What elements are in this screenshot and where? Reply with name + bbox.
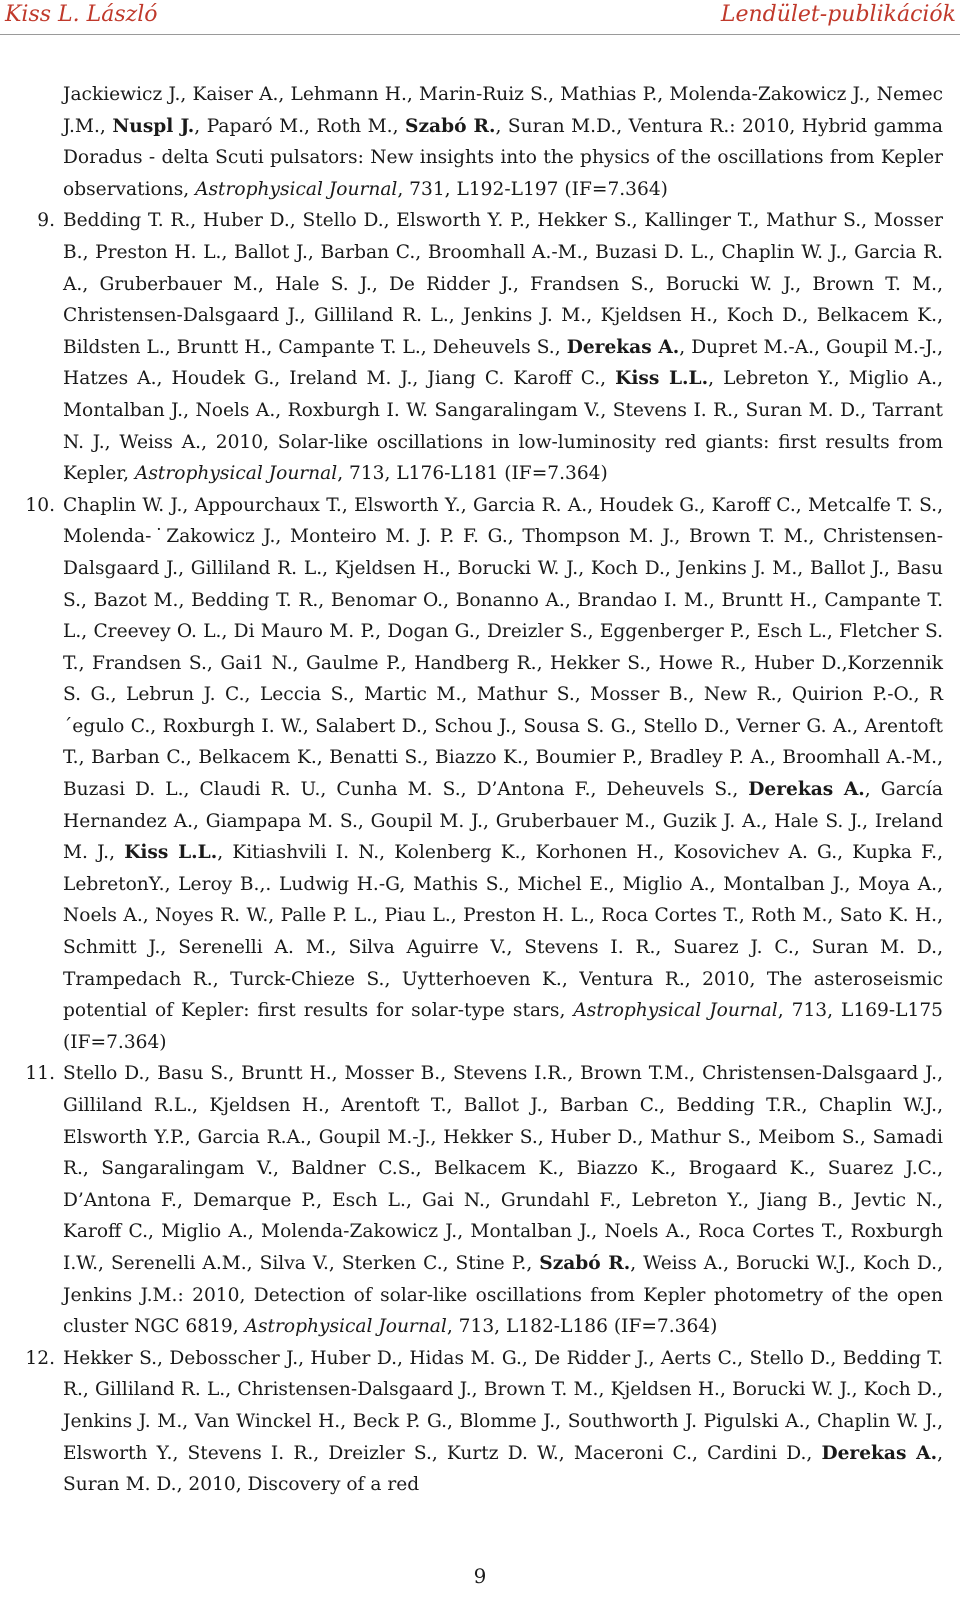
reference-text: Chaplin W. J., Appourchaux T., Elsworth Y., Garcia R. A., Houdek G., Karoff C., Metcalfe T. S., Molenda-˙Zakowicz J., Monteiro M. J. P. F. G., Thompson M. J., Brown T. M., Christensen-Dalsgaard J., Gilliland R. L., Kjeldsen H., Borucki W. J., Koch D., Jenkins J. M., Ballot J., Basu S., Bazot M., Bedding T. R., Benomar O., Bonanno A., Brandao I. M., Bruntt H., Campante T. L., Creevey O. L., Di Mauro M. P., Dogan G., Dreizler S., Eggenberger P., Esch L., Fletcher S. T., Frandsen S., Gai1 N., Gaulme P., Handberg R., Hekker S., Howe R., Huber D.,Korzennik S. G., Lebrun J. C., Leccia S., Martic M., Mathur S., Mosser B., New R., Quirion P.-O., R´egulo C., Roxburgh I. W., Salabert D., Schou J., Sousa S. G., Stello D., Verner G. A., Arentoft T., Barban C., Belkacem K., Benatti S., Biazzo K., Boumier P., Bradley P. A., Broomhall A.-M., Buzasi D. L., Claudi R. U., Cunha M. S., D’Antona F., Deheuvels S., [63,494,943,801]
reference-number: 12. [25,1347,55,1369]
reference-text: , 713, L169-L175 (IF=7.364) [63,1000,943,1053]
header-rule [0,34,960,35]
reference-text: Bedding T. R., Huber D., Stello D., Elsworth Y. P., Hekker S., Kallinger T., Mathur S., Mosser B., Preston H. L., Ballot J., Barban C., Broomhall A.-M., Buzasi D. L., Chaplin W. J., Garcia R. A., Gruberbauer M., Hale S. J., De Ridder J., Frandsen S., Borucki W. J., Brown T. M., Christensen-Dalsgaard J., Gilliland R. L., Jenkins J. M., Kjeldsen H., Koch D., Belkacem K., Bildsten L., Bruntt H., Campante T. L., Deheuvels S., [63,210,943,358]
reference-text: , Paparó M., Roth M., [194,115,406,137]
highlighted-author: Kiss L.L. [615,368,709,390]
reference-entry [23,1058,943,1342]
reference-entry [23,205,943,489]
journal-name: Astrophysical Journal [573,1000,778,1022]
journal-name: Astrophysical Journal [244,1316,447,1338]
highlighted-author: Nuspl J. [112,115,195,137]
reference-text: , Suran M. D., 2010, Discovery of a red [63,1442,943,1496]
reference-number: 9. [37,210,55,232]
journal-name: Astrophysical Journal [134,463,338,485]
header-author: Kiss L. László [5,2,158,27]
reference-entry [23,1343,943,1501]
reference-number: 10. [25,494,55,516]
reference-entries [23,205,943,1500]
reference-text: , Weiss A., Borucki W.J., Koch D., Jenkins J.M.: 2010, Detection of solar-like oscillations from Kepler photometry of the open cluster NGC 6819, [63,1252,943,1338]
reference-text: Stello D., Basu S., Bruntt H., Mosser B., Stevens I.R., Brown T.M., Christensen-Dalsgaard J., Gilliland R.L., Kjeldsen H., Arentoft T., Ballot J., Barban C., Bedding T.R., Chaplin W.J., Elsworth Y.P., Garcia R.A., Goupil M.-J., Hekker S., Huber D., Mathur S., Meibom S., Samadi R., Sangaralingam V., Baldner C.S., Belkacem K., Biazzo K., Brogaard K., Suarez J.C., D’Antona F., Demarque P., Esch L., Gai N., Grundahl F., Lebreton Y., Jiang B., Jevtic N., Karoff C., Miglio A., Molenda-Zakowicz J., Montalban J., Noels A., Roca Cortes T., Roxburgh I.W., Serenelli A.M., Silva V., Sterken C., Stine P., [63,1063,943,1274]
reference-text: , 731, L192-L197 (IF=7.364) [397,178,668,200]
reference-text: , García Hernandez A., Giampapa M. S., Goupil M. J., Gruberbauer M., Guzik J. A., Hale S. J., Ireland M. J., [63,779,944,864]
reference-number: 11. [25,1063,55,1085]
reference-entry [23,490,943,1059]
reference-text: Jackiewicz J., Kaiser A., Lehmann H., Marin-Ruiz S., Mathias P., Molenda-Zakowicz J., Nemec J.M., [63,84,943,137]
highlighted-author: Derekas A. [821,1442,938,1464]
reference-text: , Dupret M.-A., Goupil M.-J., Hatzes A., Houdek G., Ireland M. J., Jiang C. Karoff C., [63,336,943,390]
reference-text: , 713, L182-L186 (IF=7.364) [446,1316,718,1338]
page-number: 9 [473,1564,487,1588]
continued-reference [23,79,943,205]
highlighted-author: Szabó R. [539,1252,631,1274]
reference-text: Hekker S., Debosscher J., Huber D., Hidas M. G., De Ridder J., Aerts C., Stello D., Bedding T. R., Gilliland R. L., Christensen-Dalsgaard J., Brown T. M., Kjeldsen H., Borucki W. J., Koch D., Jenkins J. M., Van Winckel H., Beck P. G., Blomme J., Southworth J. Pigulski A., Chaplin W. J., Elsworth Y., Stevens I. R., Dreizler S., Kurtz D. W., Maceroni C., Cardini D., [63,1347,943,1464]
highlighted-author: Derekas A. [748,779,865,801]
reference-text: , Lebreton Y., Miglio A., Montalban J., Noels A., Roxburgh I. W. Sangaralingam V., Stevens I. R., Suran M. D., Tarrant N. J., Weiss A., 2010, Solar-like oscillations in low-luminosity red giants: first results from Kepler, [63,368,943,485]
reference-text: , 713, L176-L181 (IF=7.364) [337,463,608,485]
journal-name: Astrophysical Journal [195,178,398,200]
page-header [0,0,960,34]
publication-list [23,79,943,1501]
highlighted-author: Szabó R. [405,115,496,137]
highlighted-author: Kiss L.L. [124,842,218,864]
header-section-title: Lendület-publikációk [720,2,956,27]
reference-text: , Kitiashvili I. N., Kolenberg K., Korhonen H., Kosovichev A. G., Kupka F., LebretonY., Leroy B.,. Ludwig H.-G, Mathis S., Michel E., Miglio A., Montalban J., Moya A., Noels A., Noyes R. W., Palle P. L., Piau L., Preston H. L., Roca Cortes T., Roth M., Sato K. H., Schmitt J., Serenelli A. M., Silva Aguirre V., Stevens I. R., Suarez J. C., Suran M. D., Trampedach R., Turck-Chieze S., Uytterhoeven K., Ventura R., 2010, The asteroseismic potential of Kepler: first results for solar-type stars, [63,842,943,1022]
reference-text: , Suran M.D., Ventura R.: 2010, Hybrid gamma Doradus - delta Scuti pulsators: New insights into the physics of the oscillations from Kepler observations, [63,115,943,200]
highlighted-author: Derekas A. [566,336,680,358]
